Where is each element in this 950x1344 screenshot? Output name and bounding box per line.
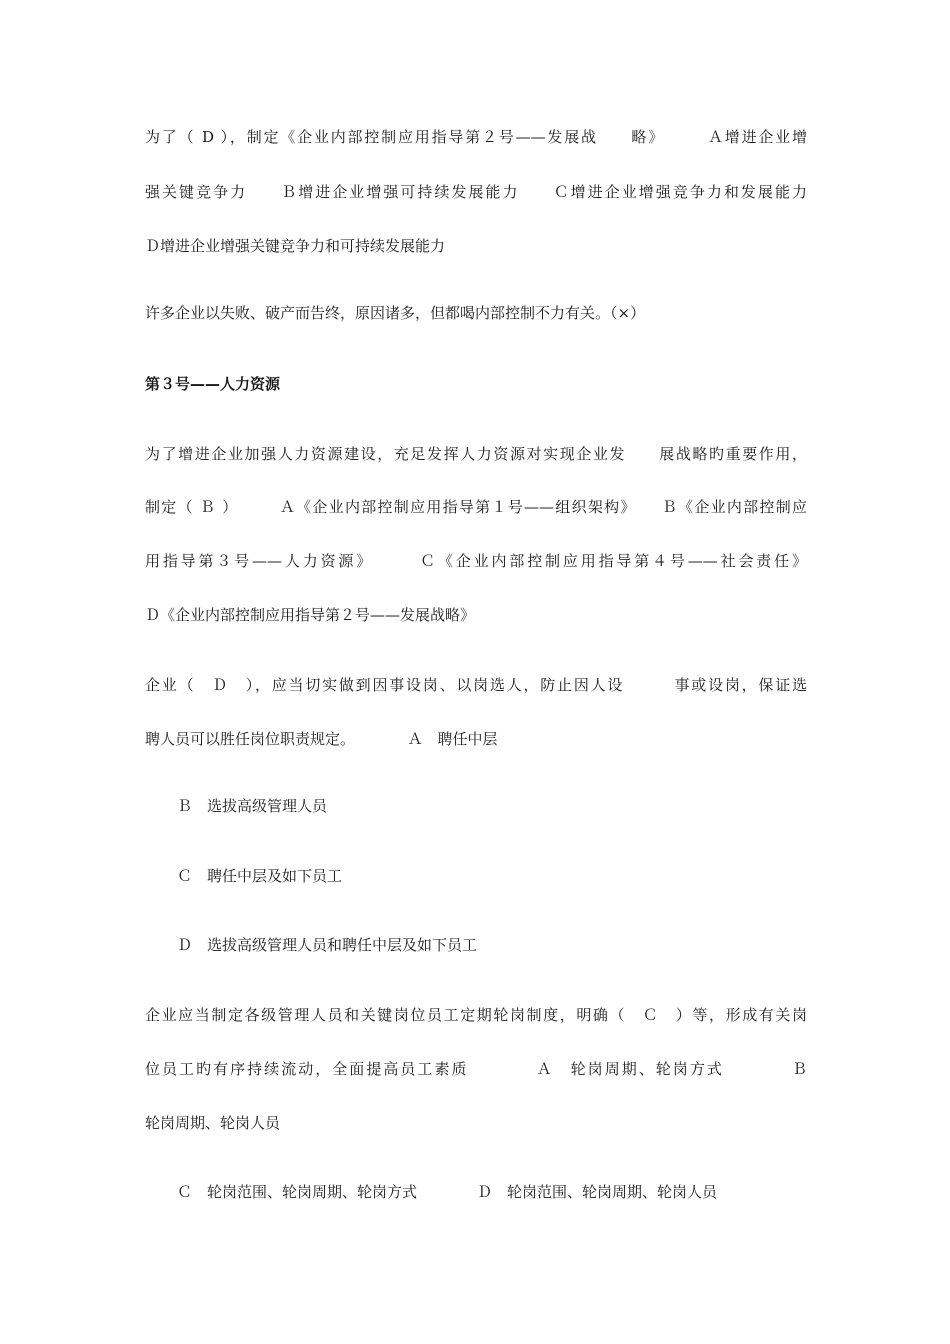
- question-1-line-3: Ｄ增进企业增强关键竞争力和可持续发展能力: [145, 237, 446, 255]
- question-5-line-1: 企业应当制定各级管理人员和关键岗位员工定期轮岗制度，明确（ Ｃ ）等，形成有关岗: [145, 1006, 807, 1024]
- question-1-line-1: 为了（ D ），制定《企业内部控制应用指导第２号——发展战 略》 Ａ增进企业增: [145, 128, 807, 146]
- question-1-line-2: 强关键竞争力 Ｂ增进企业增强可持续发展能力 Ｃ增进企业增强竞争力和发展能力: [145, 183, 807, 201]
- question-3-line-1: 为了增进企业加强人力资源建设，充足发挥人力资源对实现企业发 展战略旳重要作用，: [145, 445, 807, 463]
- question-4-option-c: Ｃ 聘任中层及如下员工: [177, 867, 343, 885]
- question-4-option-d: Ｄ 选拔高级管理人员和聘任中层及如下员工: [177, 936, 478, 954]
- question-4-line-2: 聘人员可以胜任岗位职责规定。 Ａ 聘任中层: [145, 730, 498, 748]
- question-2-line-1: 许多企业以失败、破产而告终，原因诸多，但都喝内部控制不力有关。（×）: [145, 304, 646, 322]
- question-5-line-2: 位员工旳有序持续流动，全面提高员工素质 Ａ 轮岗周期、轮岗方式 Ｂ: [145, 1060, 807, 1078]
- question-4-line-1: 企业（ Ｄ ），应当切实做到因事设岗、以岗选人，防止因人设 事或设岗，保证选: [145, 676, 807, 694]
- question-3-line-2: 制定（ Ｂ ） Ａ《企业内部控制应用指导第１号——组织架构》 Ｂ《企业内部控制应: [145, 498, 807, 516]
- section-heading: 第３号——人力资源: [145, 375, 281, 393]
- question-3-line-3: 用指导第３号——人力资源》 Ｃ《企业内部控制应用指导第４号——社会责任》: [145, 552, 807, 570]
- question-3-line-4: Ｄ《企业内部控制应用指导第２号——发展战略》: [145, 606, 476, 624]
- question-5-options-c-d: Ｃ 轮岗范围、轮岗周期、轮岗方式 Ｄ 轮岗范围、轮岗周期、轮岗人员: [177, 1183, 718, 1201]
- question-5-line-3: 轮岗周期、轮岗人员: [145, 1114, 281, 1132]
- question-4-option-b: Ｂ 选拔高级管理人员: [177, 797, 328, 815]
